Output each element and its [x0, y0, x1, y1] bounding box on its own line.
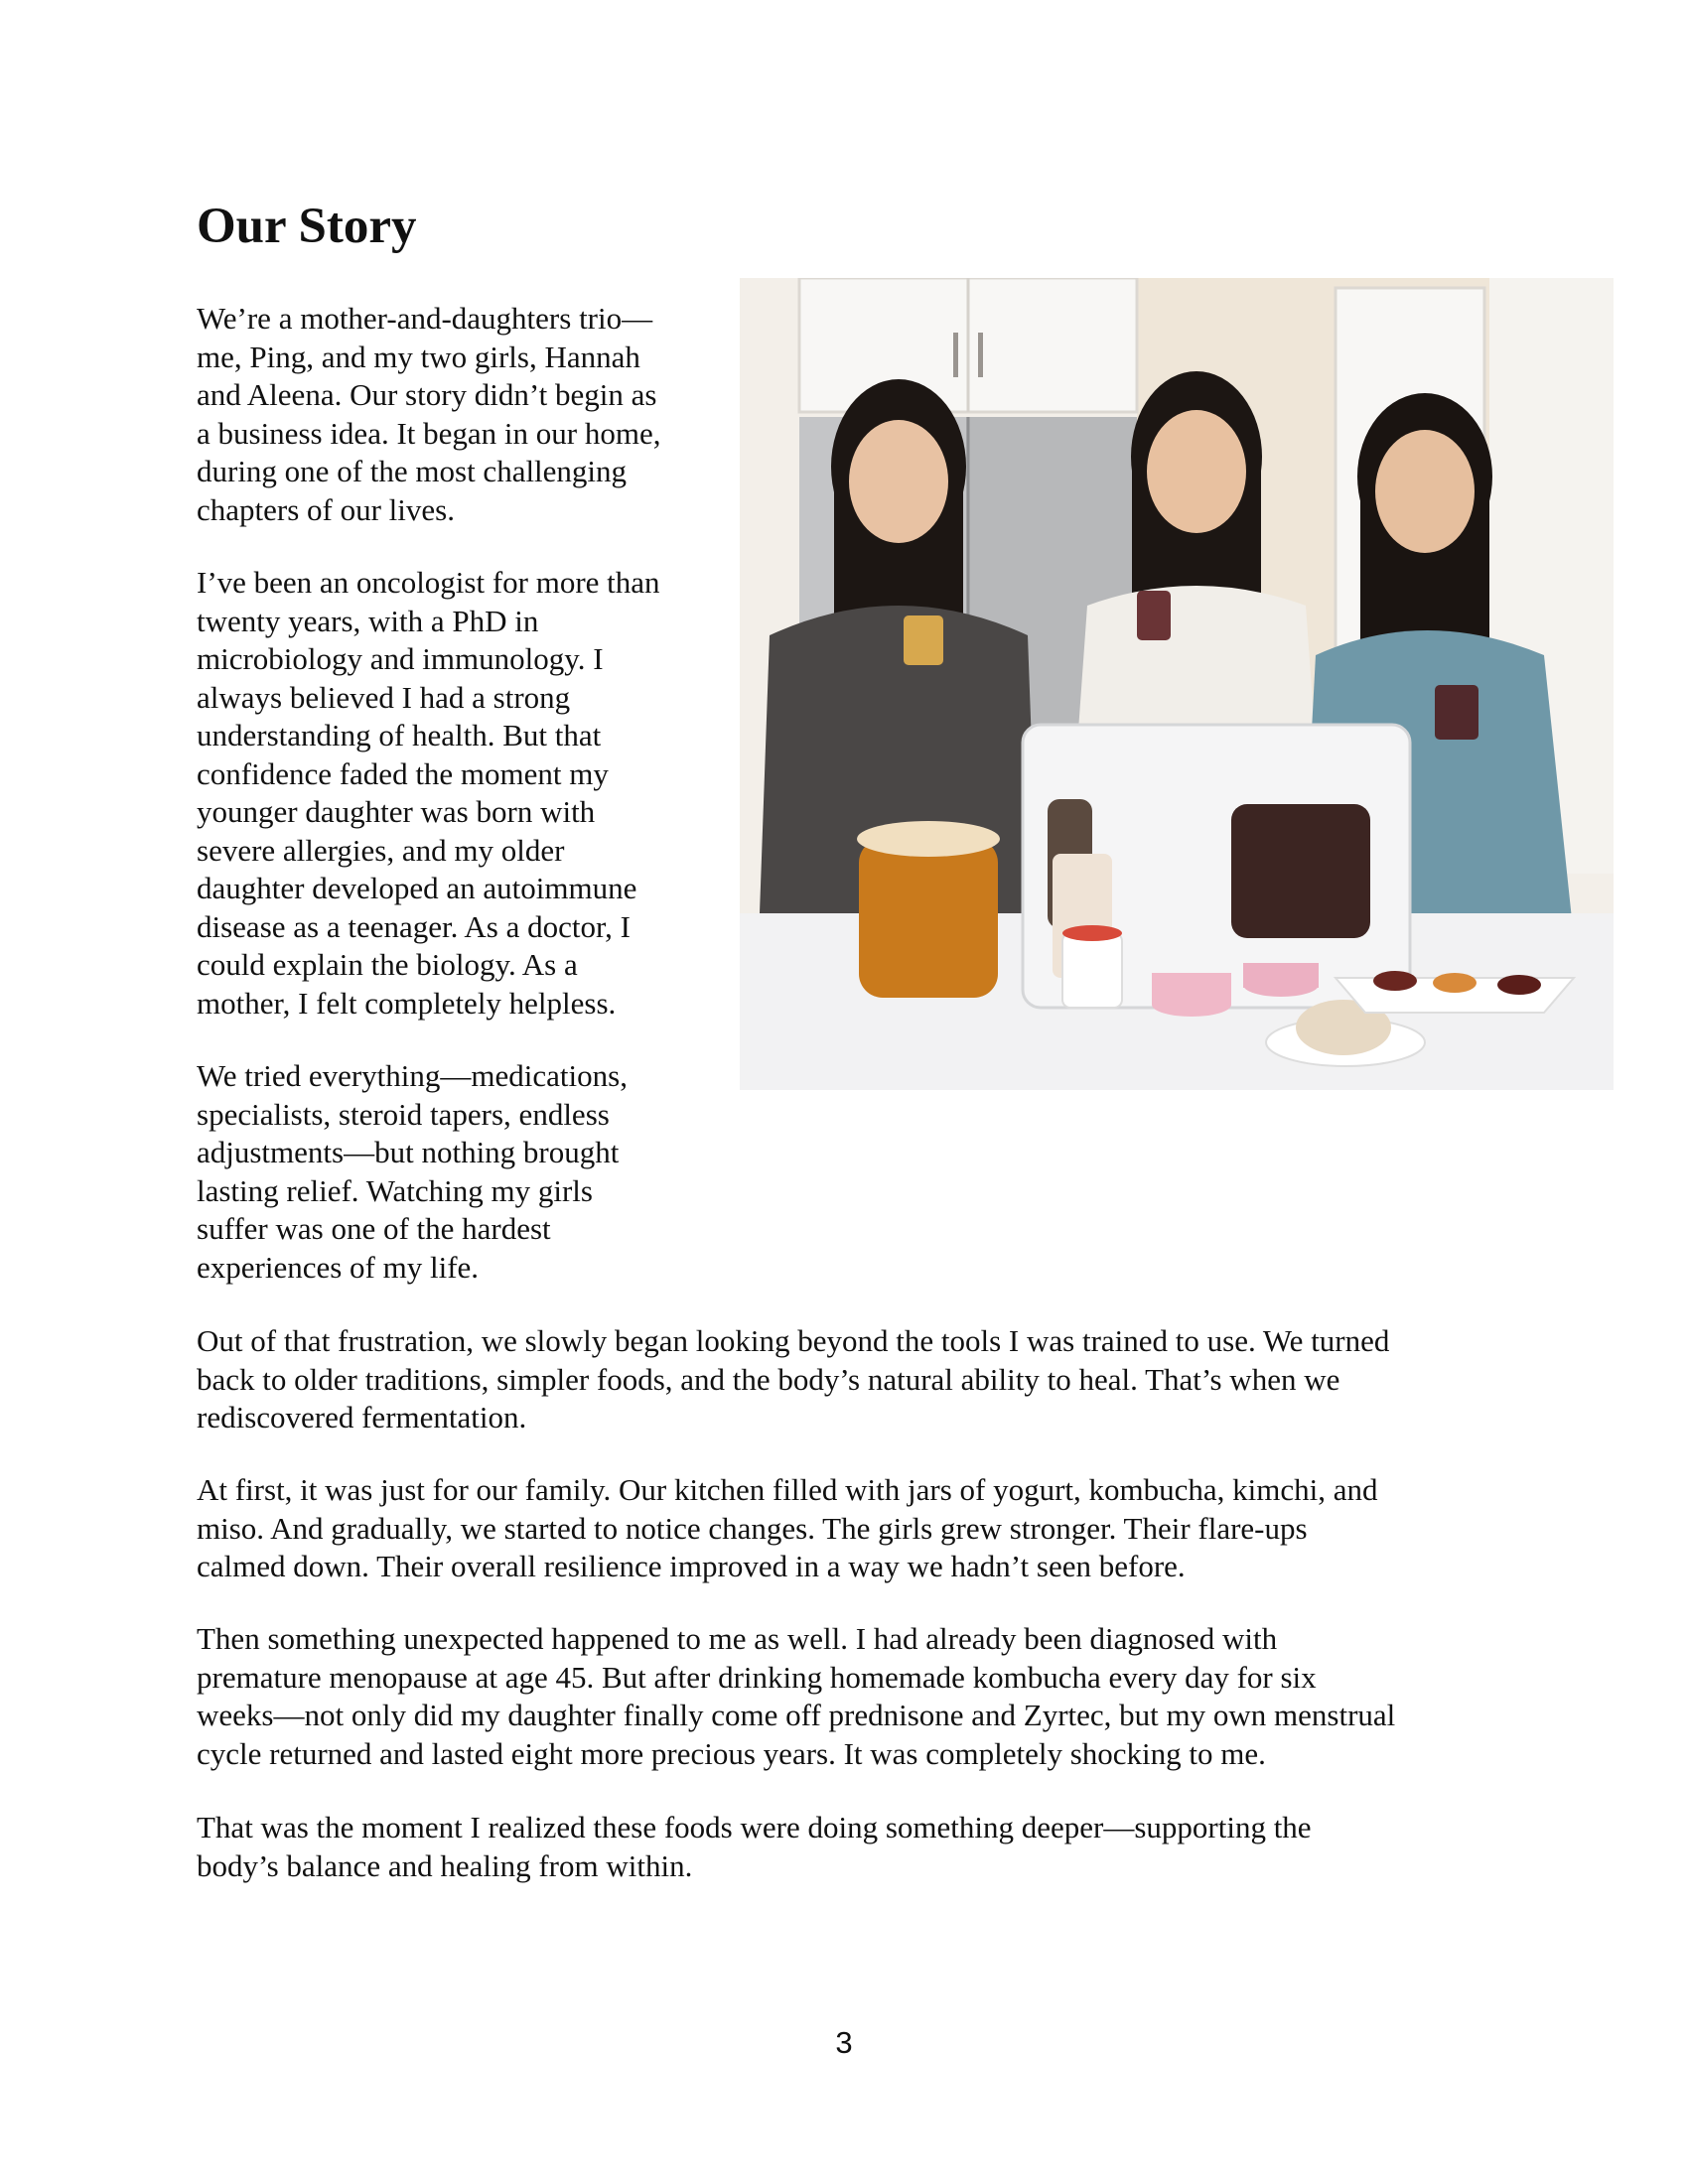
text-line: microbiology and immunology. I [197, 641, 604, 676]
text-line: always believed I had a strong [197, 679, 571, 715]
text-line: and Aleena. Our story didn’t begin as [197, 377, 657, 412]
text-line: lasting relief. Watching my girls [197, 1172, 593, 1208]
text-line: during one of the most challenging [197, 454, 628, 488]
text-line: rediscovered fermentation. [197, 1400, 527, 1434]
story-paragraph-4 [197, 1322, 1527, 1437]
story-paragraph-2 [197, 564, 713, 1023]
story-paragraph-5 [197, 1471, 1527, 1586]
page-number: 3 [835, 2025, 853, 2060]
text-line: adjustments—but nothing brought [197, 1135, 620, 1169]
text-line: twenty years, with a PhD in [197, 603, 539, 638]
text-line: At first, it was just for our family. Our kitchen filled with jars of yogurt, kombucha, kimchi, and [197, 1472, 1378, 1507]
text-line: could explain the biology. As a [197, 947, 578, 982]
text-line: chapters of our lives. [197, 491, 455, 527]
text-line: body’s balance and healing from within. [197, 1847, 693, 1883]
text-line: severe allergies, and my older [197, 832, 565, 868]
text-line: I’ve been an oncologist for more than [197, 565, 660, 600]
family-kitchen-photo [740, 278, 1614, 1090]
text-line: Out of that frustration, we slowly began looking beyond the tools I was trained to use. We turned [197, 1323, 1390, 1358]
text-line: experiences of my life. [197, 1249, 480, 1285]
story-paragraph-1 [197, 300, 713, 529]
page-title: Our Story [197, 199, 417, 254]
text-line: mother, I felt completely helpless. [197, 985, 617, 1021]
text-line: suffer was one of the hardest [197, 1211, 551, 1246]
text-line: premature menopause at age 45. But after drinking homemade kombucha every day for six [197, 1659, 1317, 1695]
text-line: confidence faded the moment my [197, 755, 609, 791]
text-line: daughter developed an autoimmune [197, 871, 637, 905]
story-paragraph-6 [197, 1620, 1527, 1773]
text-line: calmed down. Their overall resilience improved in a way we hadn’t seen before. [197, 1549, 1186, 1583]
story-paragraph-3 [197, 1057, 713, 1287]
text-line: specialists, steroid tapers, endless [197, 1096, 610, 1132]
text-line: disease as a teenager. As a doctor, I [197, 908, 631, 944]
text-line: That was the moment I realized these foods were doing something deeper—supporting the [197, 1810, 1312, 1844]
text-line: miso. And gradually, we started to notice changes. The girls grew stronger. Their flare-ups [197, 1510, 1308, 1546]
text-line: understanding of health. But that [197, 718, 602, 752]
text-line: Then something unexpected happened to me as well. I had already been diagnosed with [197, 1621, 1278, 1656]
text-line: younger daughter was born with [197, 794, 596, 829]
story-paragraph-7 [197, 1809, 1527, 1885]
text-line: cycle returned and lasted eight more precious years. It was completely shocking to me. [197, 1735, 1266, 1771]
text-line: We tried everything—medications, [197, 1058, 628, 1093]
text-line: We’re a mother-and-daughters trio— [197, 301, 653, 336]
text-line: a business idea. It began in our home, [197, 415, 661, 451]
text-line: back to older traditions, simpler foods, and the body’s natural ability to heal. That’s when we [197, 1361, 1340, 1397]
text-line: me, Ping, and my two girls, Hannah [197, 339, 640, 374]
text-line: weeks—not only did my daughter finally come off prednisone and Zyrtec, but my own menstrual [197, 1698, 1396, 1732]
